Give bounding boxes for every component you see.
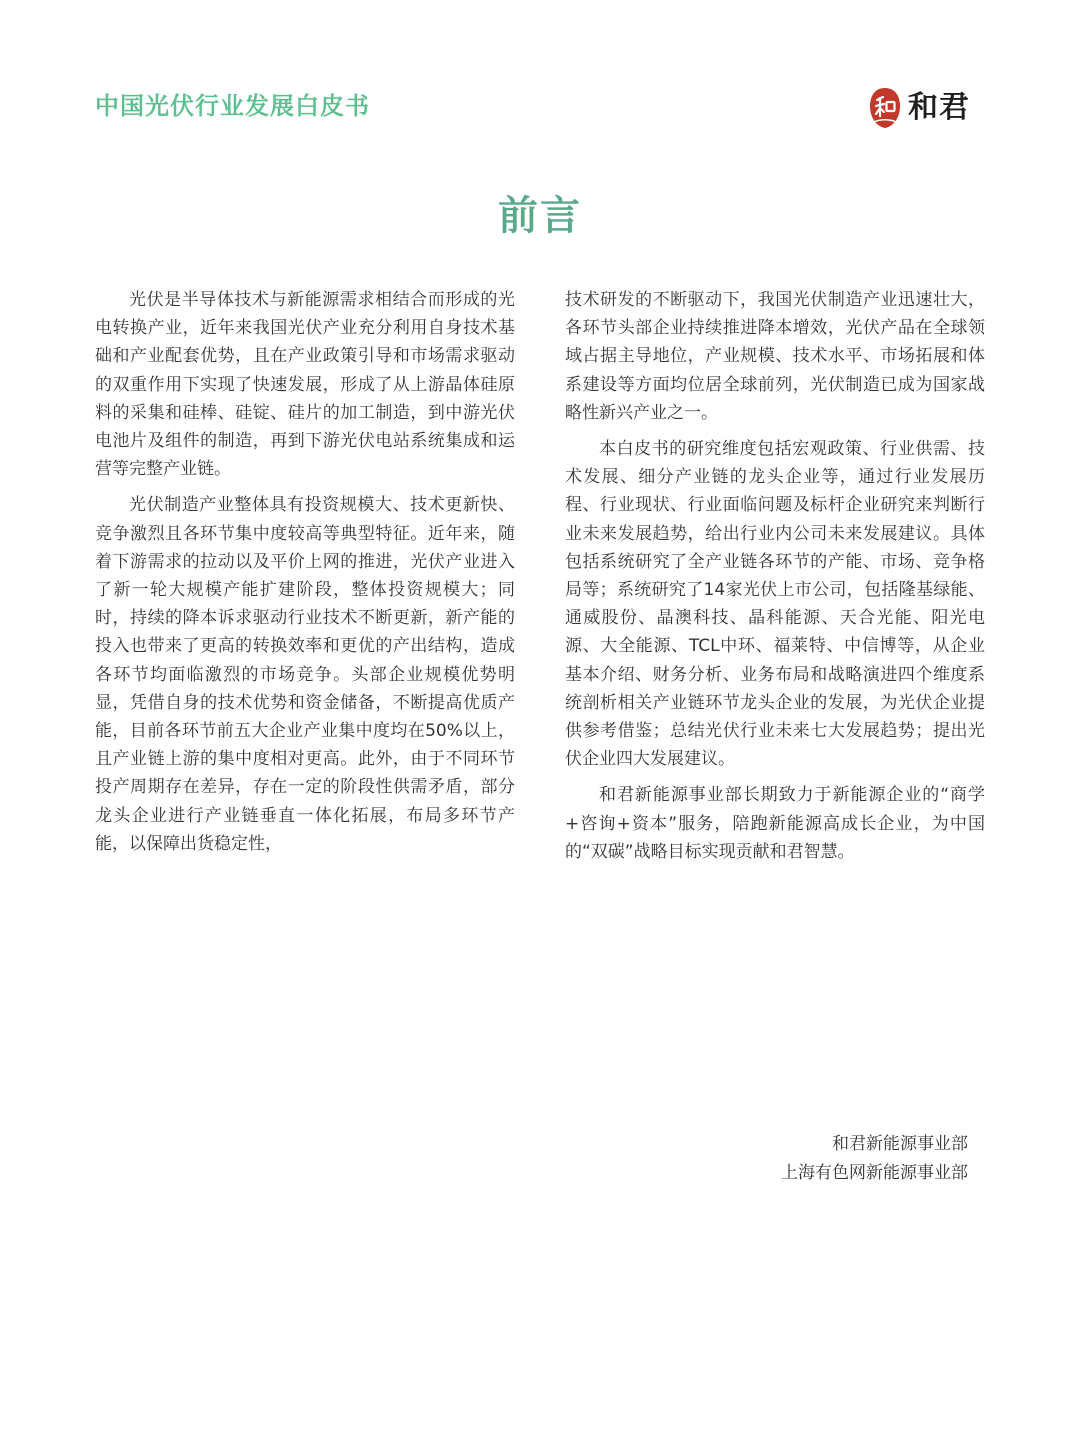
paragraph: 本白皮书的研究维度包括宏观政策、行业供需、技术发展、细分产业链的龙头企业等，通过行业发展历程、行业现状、行业面临问题及标杆企业研究来判断行业未来发展趋势，给出行业内公司未来发展建议。具体包括系统研究了全产业链各环节的产能、市场、竞争格局等；系统研究了14家光伏上市公司，包括隆基绿能、通威股份、晶澳科技、晶科能源、天合光能、阳光电源、大全能源、TCL中环、福莱特、中信博等，从企业基本介绍、财务分析、业务布局和战略演进四个维度系统剖析相关产业链环节龙头企业的发展，为光伏企业提供参考借鉴；总结光伏行业未来七大发展趋势；提出光伏企业四大发展建议。: [565, 439, 985, 770]
paragraph: 和君新能源事业部长期致力于新能源企业的“商学+咨询+资本”服务，陪跑新能源高成长企业，为中国的“双碳”战略目标实现贡献和君智慧。: [565, 785, 985, 862]
signature: [781, 1130, 968, 1188]
paragraph: 光伏是半导体技术与新能源需求相结合而形成的光电转换产业，近年来我国光伏产业充分利用自身技术基础和产业配套优势，且在产业政策引导和市场需求驱动的双重作用下实现了快速发展，形成了从上游晶体硅原料的采集和硅棒、硅锭、硅片的加工制造，到中游光伏电池片及组件的制造，再到下游光伏电站系统集成和运营等完整产业链。: [95, 290, 515, 480]
header-title: 中国光伏行业发展白皮书: [95, 92, 370, 120]
signature-line: 上海有色网新能源事业部: [781, 1163, 968, 1183]
brand-logo: [868, 84, 970, 132]
paragraph-continuation: 技术研发的不断驱动下，我国光伏制造产业迅速壮大，各环节头部企业持续推进降本增效，光伏产品在全球领域占据主导地位，产业规模、技术水平、市场拓展和体系建设等方面均位居全球前列，光伏制造已成为国家战略性新兴产业之一。: [565, 290, 985, 423]
seal-icon: [868, 86, 902, 130]
left-column: [95, 286, 515, 866]
page-title: 前言: [498, 193, 582, 239]
signature-line: 和君新能源事业部: [832, 1134, 968, 1154]
logo-text: 和君: [908, 90, 970, 125]
paragraph: 光伏制造产业整体具有投资规模大、技术更新快、竞争激烈且各环节集中度较高等典型特征。近年来，随着下游需求的拉动以及平价上网的推进，光伏产业进入了新一轮大规模产能扩建阶段，整体投资规模大；同时，持续的降本诉求驱动行业技术不断更新，新产能的投入也带来了更高的转换效率和更优的产出结构，造成各环节均面临激烈的市场竞争。头部企业规模优势明显，凭借自身的技术优势和资金储备，不断提高优质产能，目前各环节前五大企业产业集中度均在50%以上，且产业链上游的集中度相对更高。此外，由于不同环节投产周期存在差异，存在一定的阶段性供需矛盾，部分龙头企业进行产业链垂直一体化拓展，布局多环节产能，以保障出货稳定性，: [95, 495, 515, 854]
right-column: [565, 286, 985, 874]
